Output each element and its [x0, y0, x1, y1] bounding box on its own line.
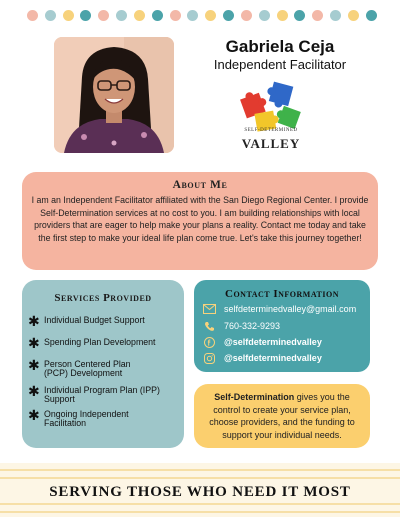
contact-phone-row[interactable]: [202, 320, 280, 332]
contact-card: [194, 280, 370, 372]
asterisk-bullet-icon: ✱: [28, 335, 40, 351]
service-item: [28, 357, 146, 378]
about-me-card: [22, 172, 378, 270]
service-label: Individual Program Plan (IPP) Support: [44, 385, 160, 404]
decorative-dot: [205, 10, 216, 21]
service-label: Ongoing Independent Facilitation: [44, 409, 129, 428]
self-determination-bold: Self-Determination: [214, 392, 295, 402]
footer-tagline: SERVING THOSE WHO NEED IT MOST: [49, 484, 351, 500]
decorative-dot: [348, 10, 359, 21]
service-item: [28, 407, 148, 428]
asterisk-bullet-icon: ✱: [28, 407, 40, 423]
contact-phone[interactable]: 760-332-9293: [224, 321, 281, 331]
about-me-text: I am an Independent Facilitator affiliated with the San Diego Regional Center. I provide Self-Determination services at no cost to you. I am building relationships with local providers that are eager to help make your plans a reality. Contact me today and take the first step to make your ideal life plan come true. Let's take this journey together!: [31, 195, 369, 243]
asterisk-bullet-icon: ✱: [28, 357, 40, 373]
decorative-dot: [63, 10, 74, 21]
logo-tagline: SELF-DETERMINED: [244, 128, 298, 133]
service-label: Spending Plan Development: [44, 337, 156, 347]
decorative-dot: [223, 10, 234, 21]
contact-instagram-row[interactable]: [202, 352, 322, 364]
service-item: [28, 383, 178, 404]
decorative-dot: [330, 10, 341, 21]
decorative-dot: [187, 10, 198, 21]
facebook-icon: [202, 336, 216, 348]
contact-email[interactable]: selfdeterminedvalley@gmail.com: [224, 304, 357, 314]
services-card: [22, 280, 184, 448]
instagram-icon: [202, 352, 216, 364]
about-me-title: About Me: [172, 179, 228, 191]
contact-instagram[interactable]: @selfdeterminedvalley: [224, 353, 322, 363]
decorative-dot: [312, 10, 323, 21]
decorative-dot: [134, 10, 145, 21]
contact-facebook[interactable]: @selfdeterminedvalley: [224, 337, 322, 347]
profile-photo: [54, 37, 174, 153]
decorative-dot: [277, 10, 288, 21]
stripe-divider: [0, 511, 400, 513]
logo-wordmark: VALLEY: [241, 136, 301, 151]
decorative-dot: [241, 10, 252, 21]
decorative-dot: [27, 10, 38, 21]
decorative-dot: [152, 10, 163, 21]
stripe-divider: [0, 477, 400, 479]
self-determination-body: gives you the control to create your service plan, choose providers, and the funding to support your individual needs.: [209, 392, 355, 440]
asterisk-bullet-icon: ✱: [28, 313, 40, 329]
service-item: [28, 335, 178, 351]
decorative-dot: [294, 10, 305, 21]
envelope-icon: [202, 303, 216, 315]
services-title: Services Provided: [54, 292, 152, 304]
facilitator-name: Gabriela Ceja: [225, 37, 335, 56]
decorative-dot: [366, 10, 377, 21]
phone-icon: [202, 320, 216, 332]
decorative-dot: [45, 10, 56, 21]
decorative-dot-row: [27, 10, 377, 21]
stripe-divider: [0, 503, 400, 505]
self-determination-card: [194, 384, 370, 448]
service-item: [28, 313, 178, 329]
service-label: Person Centered Plan (PCP) Development: [44, 359, 131, 378]
stripe-divider: [0, 469, 400, 471]
service-label: Individual Budget Support: [44, 315, 145, 325]
contact-facebook-row[interactable]: [202, 336, 322, 348]
decorative-dot: [98, 10, 109, 21]
contact-title: Contact Information: [225, 288, 339, 300]
decorative-dot: [116, 10, 127, 21]
contact-email-row[interactable]: [202, 303, 356, 315]
facilitator-role: Independent Facilitator: [213, 57, 347, 72]
asterisk-bullet-icon: ✱: [28, 383, 40, 399]
decorative-dot: [170, 10, 181, 21]
decorative-dot: [80, 10, 91, 21]
decorative-dot: [259, 10, 270, 21]
self-determination-text: [194, 384, 370, 441]
